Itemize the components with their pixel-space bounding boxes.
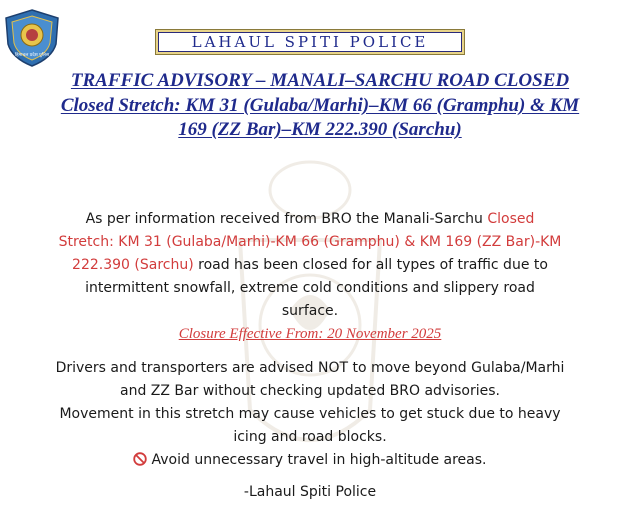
prohibited-icon xyxy=(133,452,147,466)
p2-line-4: icing and road blocks. xyxy=(233,429,387,445)
p1-line-4: intermittent snowfall, extreme cold conditions and slippery road xyxy=(85,280,535,296)
p1-line-1 xyxy=(20,208,600,231)
closure-date-text: Closure Effective From: 20 November 2025 xyxy=(178,326,442,342)
p2-line-3: Movement in this stretch may cause vehicles to get stuck due to heavy xyxy=(59,406,561,422)
p1-line-3-highlight: 222.390 (Sarchu) xyxy=(72,257,194,273)
advisory-heading: TRAFFIC ADVISORY – MANALI–SARCHU ROAD CLOSED xyxy=(70,70,570,91)
p2-line-5-text: Avoid unnecessary travel in high-altitude areas. xyxy=(151,452,487,468)
p1-line-5: surface. xyxy=(281,303,339,319)
advisory-paragraph-2 xyxy=(20,357,600,472)
p1-line-2: Stretch: KM 31 (Gulaba/Marhi)-KM 66 (Gramphu) & KM 169 (ZZ Bar)-KM xyxy=(58,234,562,250)
closure-date xyxy=(20,323,600,346)
page-title: LAHAUL SPITI POLICE xyxy=(191,33,429,51)
p2-line-1: Drivers and transporters are advised NOT to move beyond Gulaba/Marhi xyxy=(55,360,565,376)
p1-line-3 xyxy=(20,254,600,277)
closed-stretch-line1: Closed Stretch: KM 31 (Gulaba/Marhi)–KM 66 (Gramphu) & KM xyxy=(60,95,580,116)
p1-line-1-text: As per information received from BRO the Manali-Sarchu xyxy=(85,211,488,227)
p1-line-3-text: road has been closed for all types of traffic due to xyxy=(193,257,548,273)
svg-text:हिमाचल प्रदेश पुलिस: हिमाचल प्रदेश पुलिस xyxy=(14,53,50,58)
closed-stretch-heading xyxy=(40,94,600,142)
advisory-paragraph-1 xyxy=(20,208,600,346)
closed-stretch-line2: 169 (ZZ Bar)–KM 222.390 (Sarchu) xyxy=(178,119,462,140)
p1-line-1-highlight: Closed xyxy=(487,211,535,227)
p2-line-5 xyxy=(20,449,600,472)
police-badge-icon xyxy=(2,8,62,68)
title-banner xyxy=(155,29,465,55)
title-banner-inner xyxy=(158,32,462,52)
p2-line-2: and ZZ Bar without checking updated BRO advisories. xyxy=(120,383,500,399)
signature: -Lahaul Spiti Police xyxy=(243,484,377,500)
